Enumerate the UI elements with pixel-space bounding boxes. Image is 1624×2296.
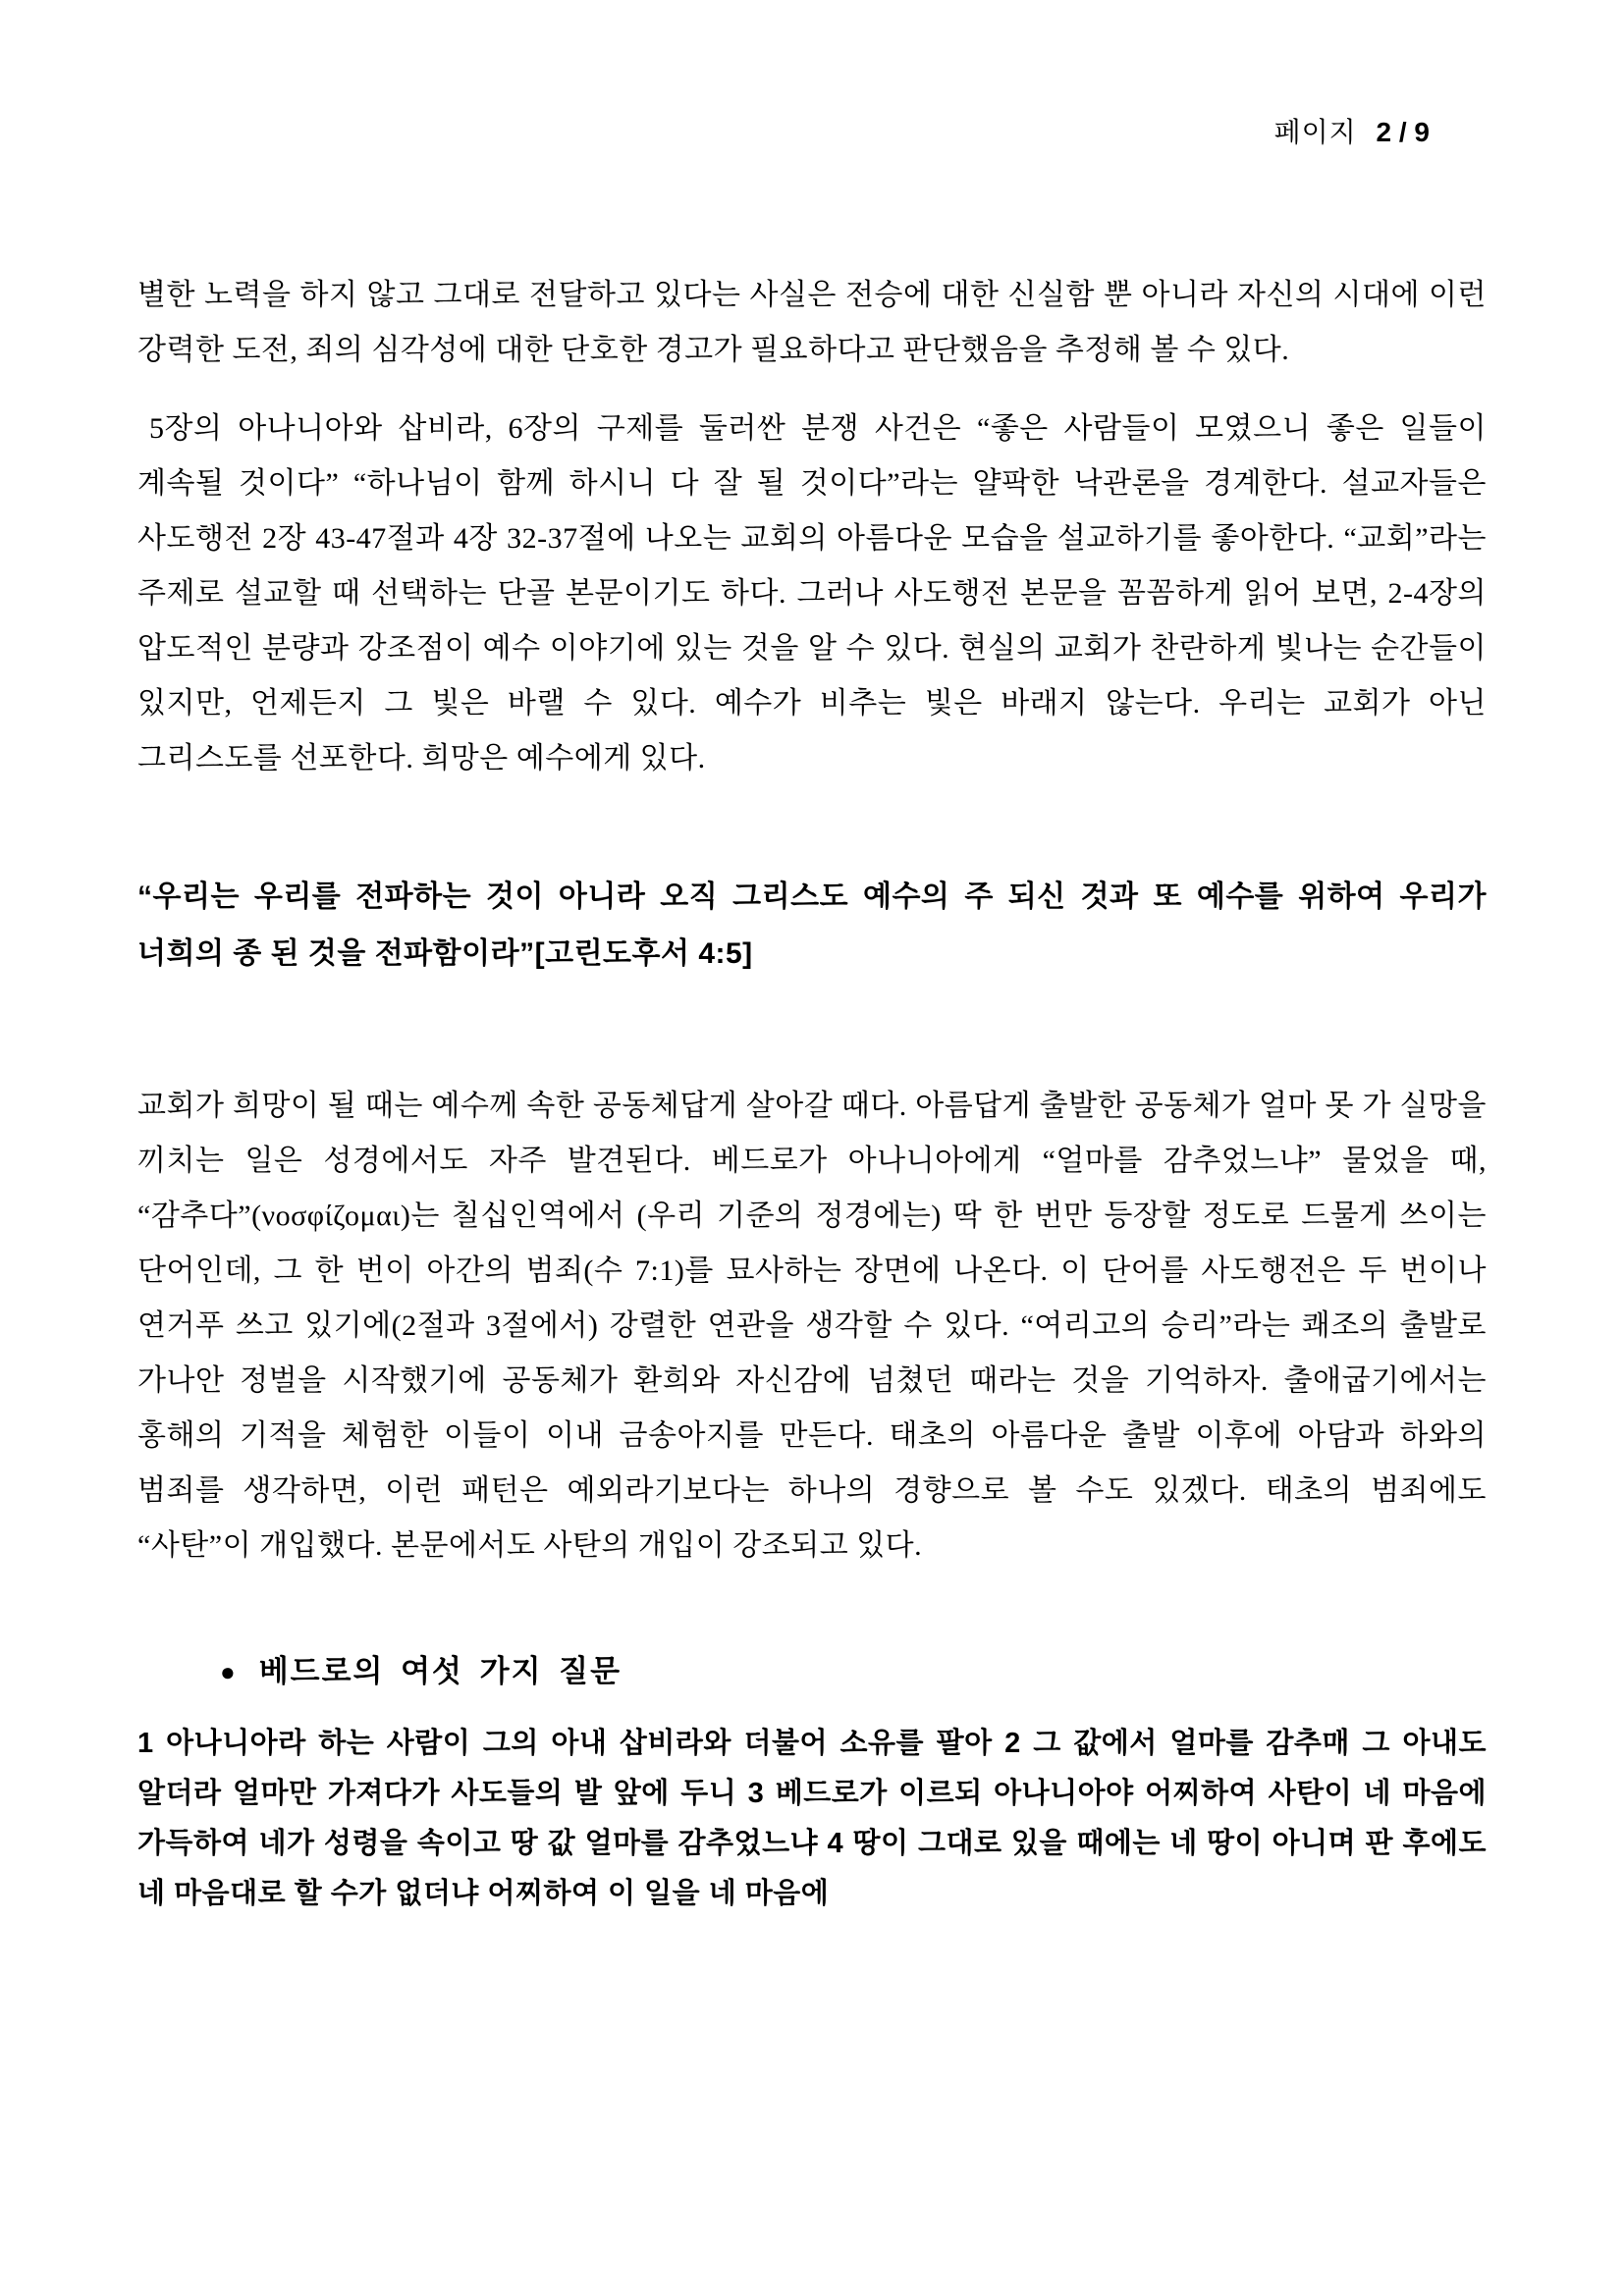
paragraph-tradition-warning: 별한 노력을 하지 않고 그대로 전달하고 있다는 사실은 전승에 대한 신실함 뿐 아니라 자신의 시대에 이런 강력한 도전, 죄의 심각성에 대한 단호한 경고가 필요하다고 판단했음을 추정해 볼 수 있다. [137,279,1487,366]
page-header [137,113,1487,152]
page-number: 2 / 9 [1376,117,1430,147]
bullet-icon: ● [220,1657,236,1686]
page-header-label: 페이지 [1273,117,1357,147]
scripture-acts-5-1-4: 1 아나니아라 하는 사람이 그의 아내 삽비라와 더불어 소유를 팔아 2 그 값에서 얼마를 감추매 그 아내도 알더라 얼마만 가져다가 사도들의 발 앞에 두니 3 베드로가 이르되 아나니아야 어찌하여 사탄이 네 마음에 가득하여 네가 성령을 속이고 땅 값 얼마를 감추었느냐 4 땅이 그대로 있을 때에는 네 땅이 아니며 판 후에도 네 마음대로 할 수가 없더냐 어찌하여 이 일을 네 마음에 [137,1728,1487,1909]
paragraph-church-hope: 교회가 희망이 될 때는 예수께 속한 공동체답게 살아갈 때다. 아름답게 출발한 공동체가 얼마 못 가 실망을 끼치는 일은 성경에서도 자주 발견된다. 베드로가 아나니아에게 “얼마를 감추었느냐” 물었을 때, “감추다”(νοσφίζομαι)는 칠십인역에서 (우리 기준의 정경에는) 딱 한 번만 등장할 정도로 드물게 쓰이는 단어인데, 그 한 번이 아간의 범죄(수 7:1)를 묘사하는 장면에 나온다. 이 단어를 사도행전은 두 번이나 연거푸 쓰고 있기에(2절과 3절에서) 강렬한 연관을 생각할 수 있다. “여리고의 승리”라는 쾌조의 출발로 가나안 정벌을 시작했기에 공동체가 환희와 자신감에 넘쳤던 때라는 것을 기억하자. 출애굽기에서는 홍해의 기적을 체험한 이들이 이내 금송아지를 만든다. 태초의 아름다운 출발 이후에 아담과 하와의 범죄를 생각하면, 이런 패턴은 예외라기보다는 하나의 경향으로 볼 수도 있겠다. 태초의 범죄에도 “사탄”이 개입했다. 본문에서도 사탄의 개입이 강조되고 있다. [137,1090,1487,1562]
quote-2corinthians-4-5: “우리는 우리를 전파하는 것이 아니라 오직 그리스도 예수의 주 되신 것과 또 예수를 위하여 우리가 너희의 종 된 것을 전파함이라”[고린도후서 4:5] [137,881,1487,970]
paragraph-acts-optimism: 5장의 아나니아와 삽비라, 6장의 구제를 둘러싼 분쟁 사건은 “좋은 사람들이 모였으니 좋은 일들이 계속될 것이다” “하나님이 함께 하시니 다 잘 될 것이다”라는 얄팍한 낙관론을 경계한다. 설교자들은 사도행전 2장 43-47절과 4장 32-37절에 나오는 교회의 아름다운 모습을 설교하기를 좋아한다. “교회”라는 주제로 설교할 때 선택하는 단골 본문이기도 하다. 그러나 사도행전 본문을 꼼꼼하게 읽어 보면, 2-4장의 압도적인 분량과 강조점이 예수 이야기에 있는 것을 알 수 있다. 현실의 교회가 찬란하게 빛나는 순간들이 있지만, 언제든지 그 빛은 바랠 수 있다. 예수가 비추는 빛은 바래지 않는다. 우리는 교회가 아닌 그리스도를 선포한다. 희망은 예수에게 있다. [137,412,1487,774]
section-title: 베드로의 여섯 가지 질문 [258,1654,623,1688]
section-heading [137,1650,1487,1693]
